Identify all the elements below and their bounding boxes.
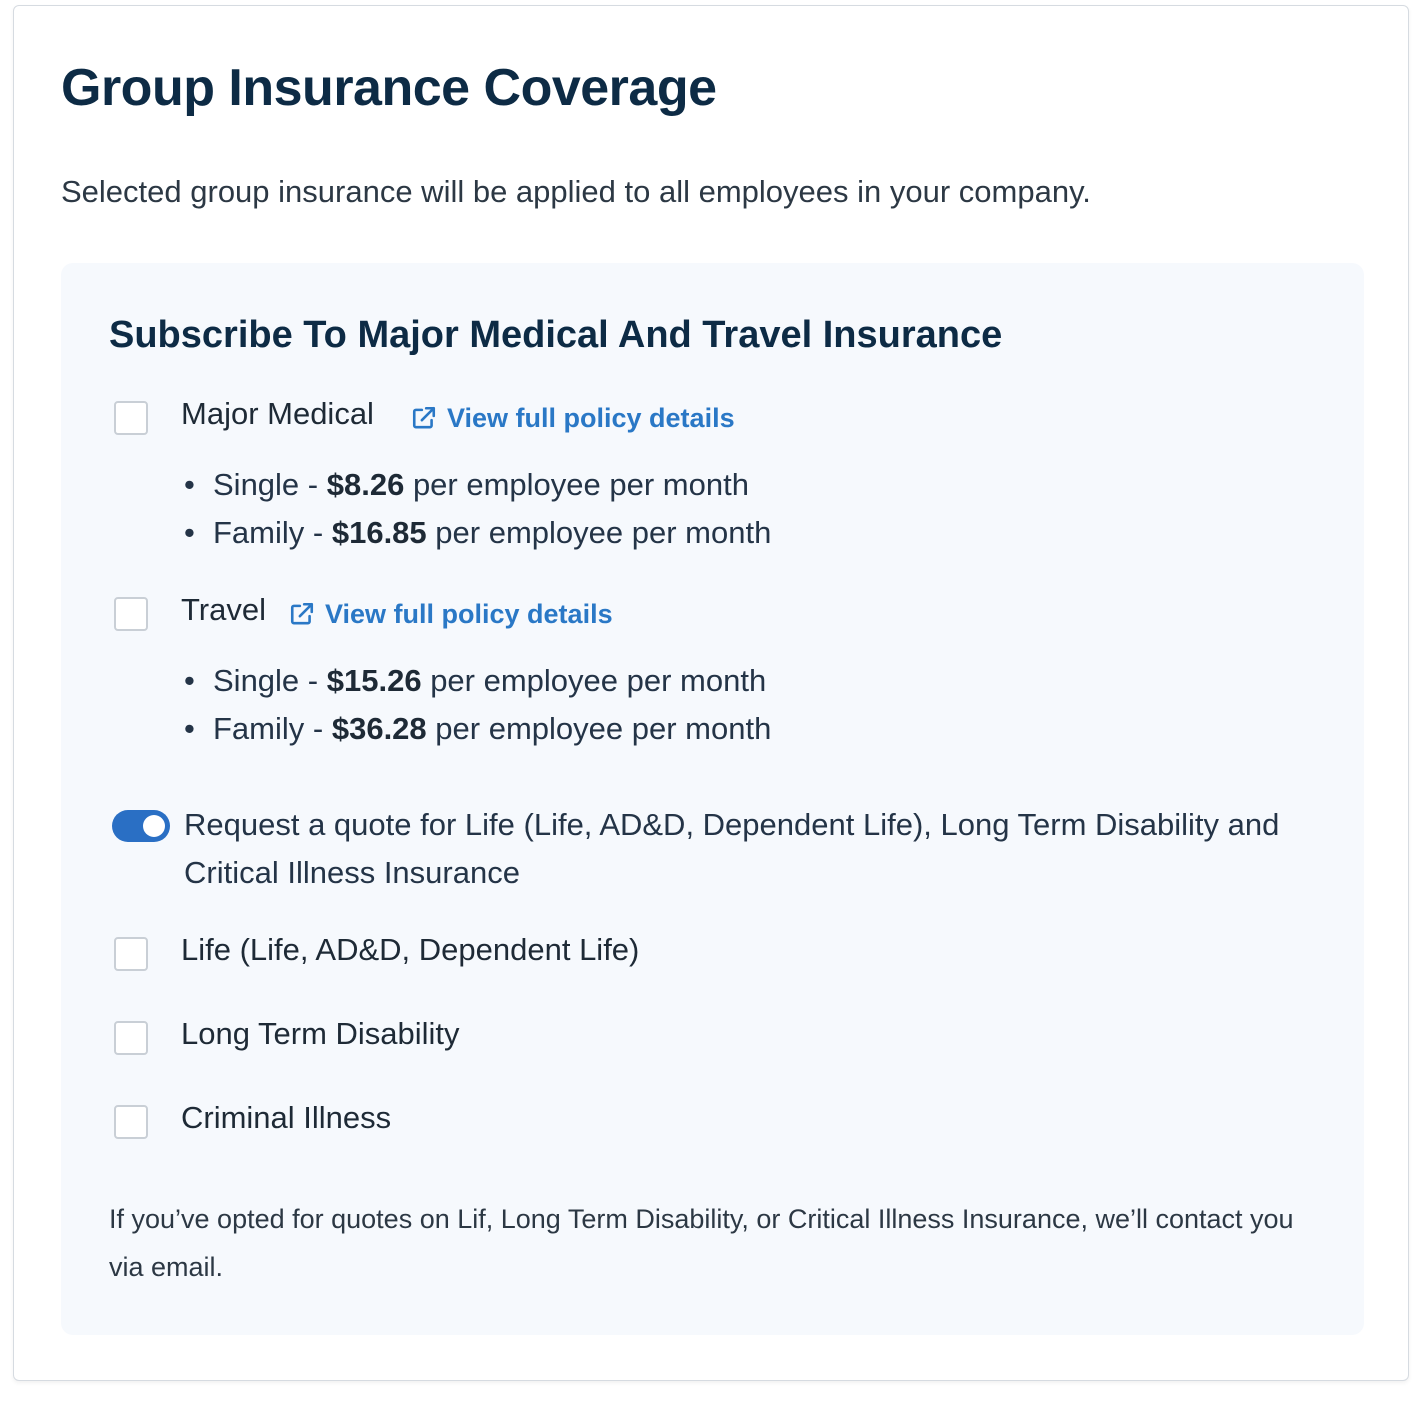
long-term-disability-checkbox[interactable] xyxy=(114,1021,148,1055)
life-label: Life (Life, AD&D, Dependent Life) xyxy=(181,932,640,967)
price-suffix: per employee per month xyxy=(426,515,772,550)
price-amount: $36.28 xyxy=(331,711,427,746)
page-title: Group Insurance Coverage xyxy=(61,59,717,117)
price-item: • Single - $15.26 per employee per month xyxy=(181,657,771,705)
page-subtitle: Selected group insurance will be applied to all employees in your company. xyxy=(61,174,1091,209)
price-amount: $8.26 xyxy=(326,467,405,502)
policy-link-label: View full policy details xyxy=(325,599,613,629)
price-suffix: per employee per month xyxy=(404,467,749,502)
policy-link-label: View full policy details xyxy=(447,403,735,433)
life-checkbox[interactable] xyxy=(114,937,148,971)
subscription-panel xyxy=(61,263,1364,1335)
toggle-knob xyxy=(143,815,165,837)
price-suffix: per employee per month xyxy=(421,663,767,698)
price-tier: Family xyxy=(213,711,305,746)
external-link-icon xyxy=(289,601,315,627)
bullet-icon: • xyxy=(184,663,195,698)
bullet-icon: • xyxy=(184,711,195,746)
quote-toggle[interactable] xyxy=(112,810,170,842)
insurance-card xyxy=(13,5,1409,1381)
quote-toggle-label: Request a quote for Life (Life, AD&D, Dependent Life), Long Term Disability and Critical Illness Insurance xyxy=(184,807,1280,890)
price-tier: Single xyxy=(213,467,300,502)
criminal-illness-checkbox[interactable] xyxy=(114,1105,148,1139)
price-suffix: per employee per month xyxy=(426,711,772,746)
major-medical-policy-link[interactable] xyxy=(411,400,735,436)
bullet-icon: • xyxy=(184,515,195,550)
major-medical-checkbox[interactable] xyxy=(114,401,148,435)
price-item: • Single - $8.26 per employee per month xyxy=(181,461,771,509)
price-item: • Family - $16.85 per employee per month xyxy=(181,509,771,557)
travel-checkbox[interactable] xyxy=(114,597,148,631)
price-amount: $16.85 xyxy=(331,515,427,550)
criminal-illness-label: Criminal Illness xyxy=(181,1100,392,1135)
travel-policy-link[interactable] xyxy=(289,596,613,632)
bullet-icon: • xyxy=(184,467,195,502)
external-link-icon xyxy=(411,405,437,431)
price-amount: $15.26 xyxy=(326,663,422,698)
travel-price-list xyxy=(181,657,771,753)
long-term-disability-label: Long Term Disability xyxy=(181,1016,460,1051)
email-contact-note: If you’ve opted for quotes on Lif, Long Term Disability, or Critical Illness Insurance, we’ll contact you via email. xyxy=(109,1204,1294,1282)
major-medical-label: Major Medical xyxy=(181,396,374,431)
price-tier: Single xyxy=(213,663,300,698)
panel-heading: Subscribe To Major Medical And Travel Insurance xyxy=(109,314,1003,356)
price-tier: Family xyxy=(213,515,305,550)
major-medical-price-list xyxy=(181,461,771,557)
travel-label: Travel xyxy=(181,592,266,627)
price-item: • Family - $36.28 per employee per month xyxy=(181,705,771,753)
